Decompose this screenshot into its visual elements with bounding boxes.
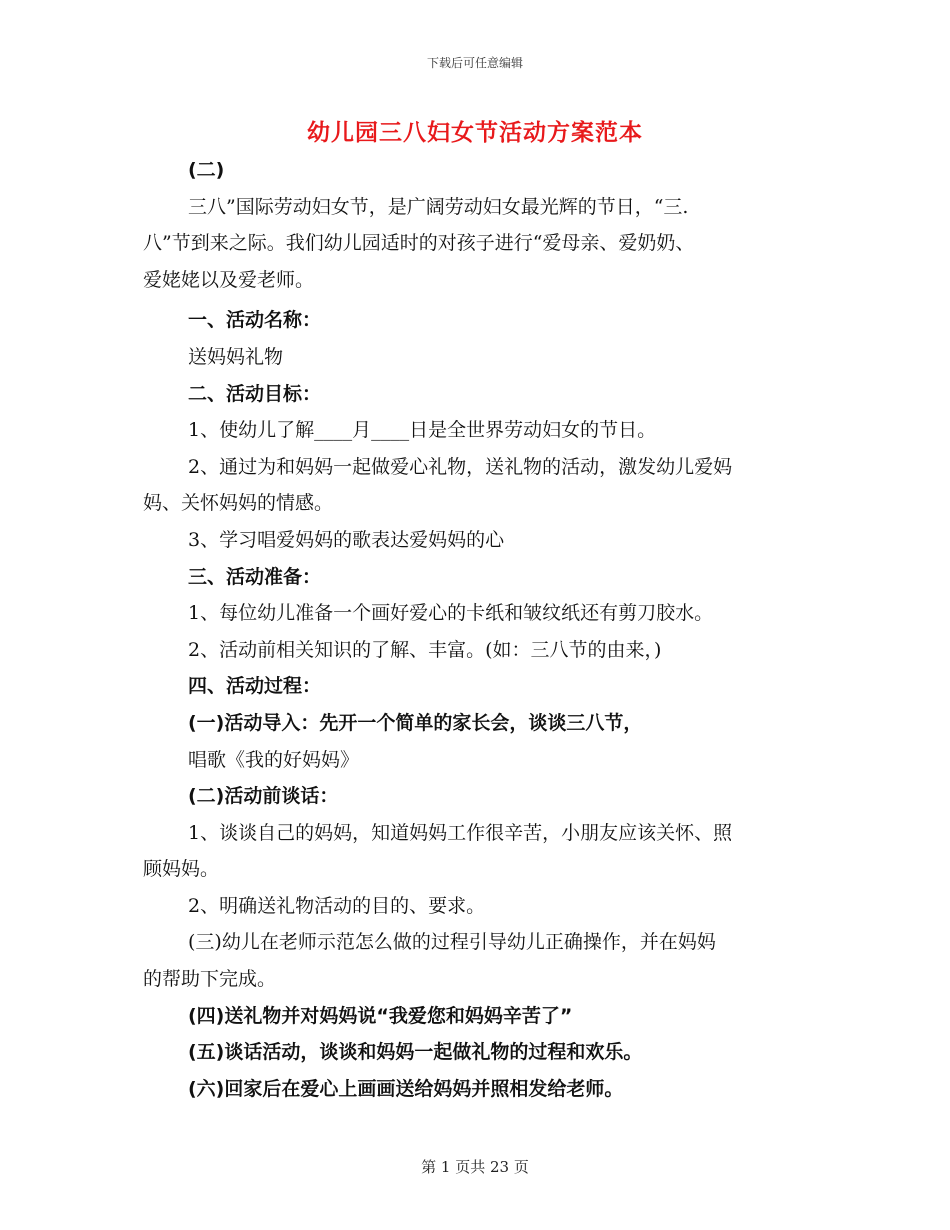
process-step-text-continued: 顾妈妈。 [143,858,220,881]
intro-paragraph-line: 八”节到来之际。我们幼儿园适时的对孩子进行“爱母亲、爱奶奶、 [143,232,695,255]
document-title: 幼儿园三八妇女节活动方案范本 [307,120,643,146]
process-step-text: 1、谈谈自己的妈妈，知道妈妈工作很辛苦，小朋友应该关怀、照 [188,821,733,844]
goal-item: 3、学习唱爱妈妈的歌表达爱妈妈的心 [188,528,505,551]
goal-item: 2、通过为和妈妈一起做爱心礼物，送礼物的活动，激发幼儿爱妈 [188,455,733,478]
process-step-text: 唱歌《我的好妈妈》 [188,748,360,771]
intro-paragraph-line: 三八”国际劳动妇女节，是广阔劳动妇女最光辉的节日，“三. [188,195,689,218]
process-step-text: 2、明确送礼物活动的目的、要求。 [188,894,486,917]
process-step-continued: 的帮助下完成。 [143,968,277,991]
goal-item-continued: 妈、关怀妈妈的情感。 [143,492,334,515]
process-step: (一)活动导入：先开一个简单的家长会，谈谈三八节， [188,711,643,734]
process-step: (三)幼儿在老师示范怎么做的过程引导幼儿正确操作，并在妈妈 [188,931,716,954]
process-step: (二)活动前谈话： [188,785,339,808]
heading-activity-process: 四、活动过程： [188,675,322,698]
intro-paragraph-line: 爱姥姥以及爱老师。 [143,268,315,291]
process-step: (五)谈话活动，谈谈和妈妈一起做礼物的过程和欢乐。 [188,1041,643,1064]
process-step: (四)送礼物并对妈妈说“我爱您和妈妈辛苦了” [188,1004,573,1027]
heading-activity-name: 一、活动名称： [188,309,322,332]
page-header-note: 下载后可任意编辑 [426,56,523,70]
heading-activity-goals: 二、活动目标： [188,382,322,405]
page-footer: 第 1 页共 23 页 [421,1158,529,1176]
goal-item: 1、使幼儿了解____月____日是全世界劳动妇女的节日。 [188,419,657,442]
process-step: (六)回家后在爱心上画画送给妈妈并照相发给老师。 [188,1077,624,1100]
section-number: (二) [188,159,225,181]
preparation-item: 1、每位幼儿准备一个画好爱心的卡纸和皱纹纸还有剪刀胶水。 [188,602,714,625]
document-body [143,152,810,1107]
activity-name-text: 送妈妈礼物 [188,345,284,368]
preparation-item: 2、活动前相关知识的了解、丰富。(如：三八节的由来，) [188,638,662,661]
heading-activity-preparation: 三、活动准备： [188,565,322,588]
